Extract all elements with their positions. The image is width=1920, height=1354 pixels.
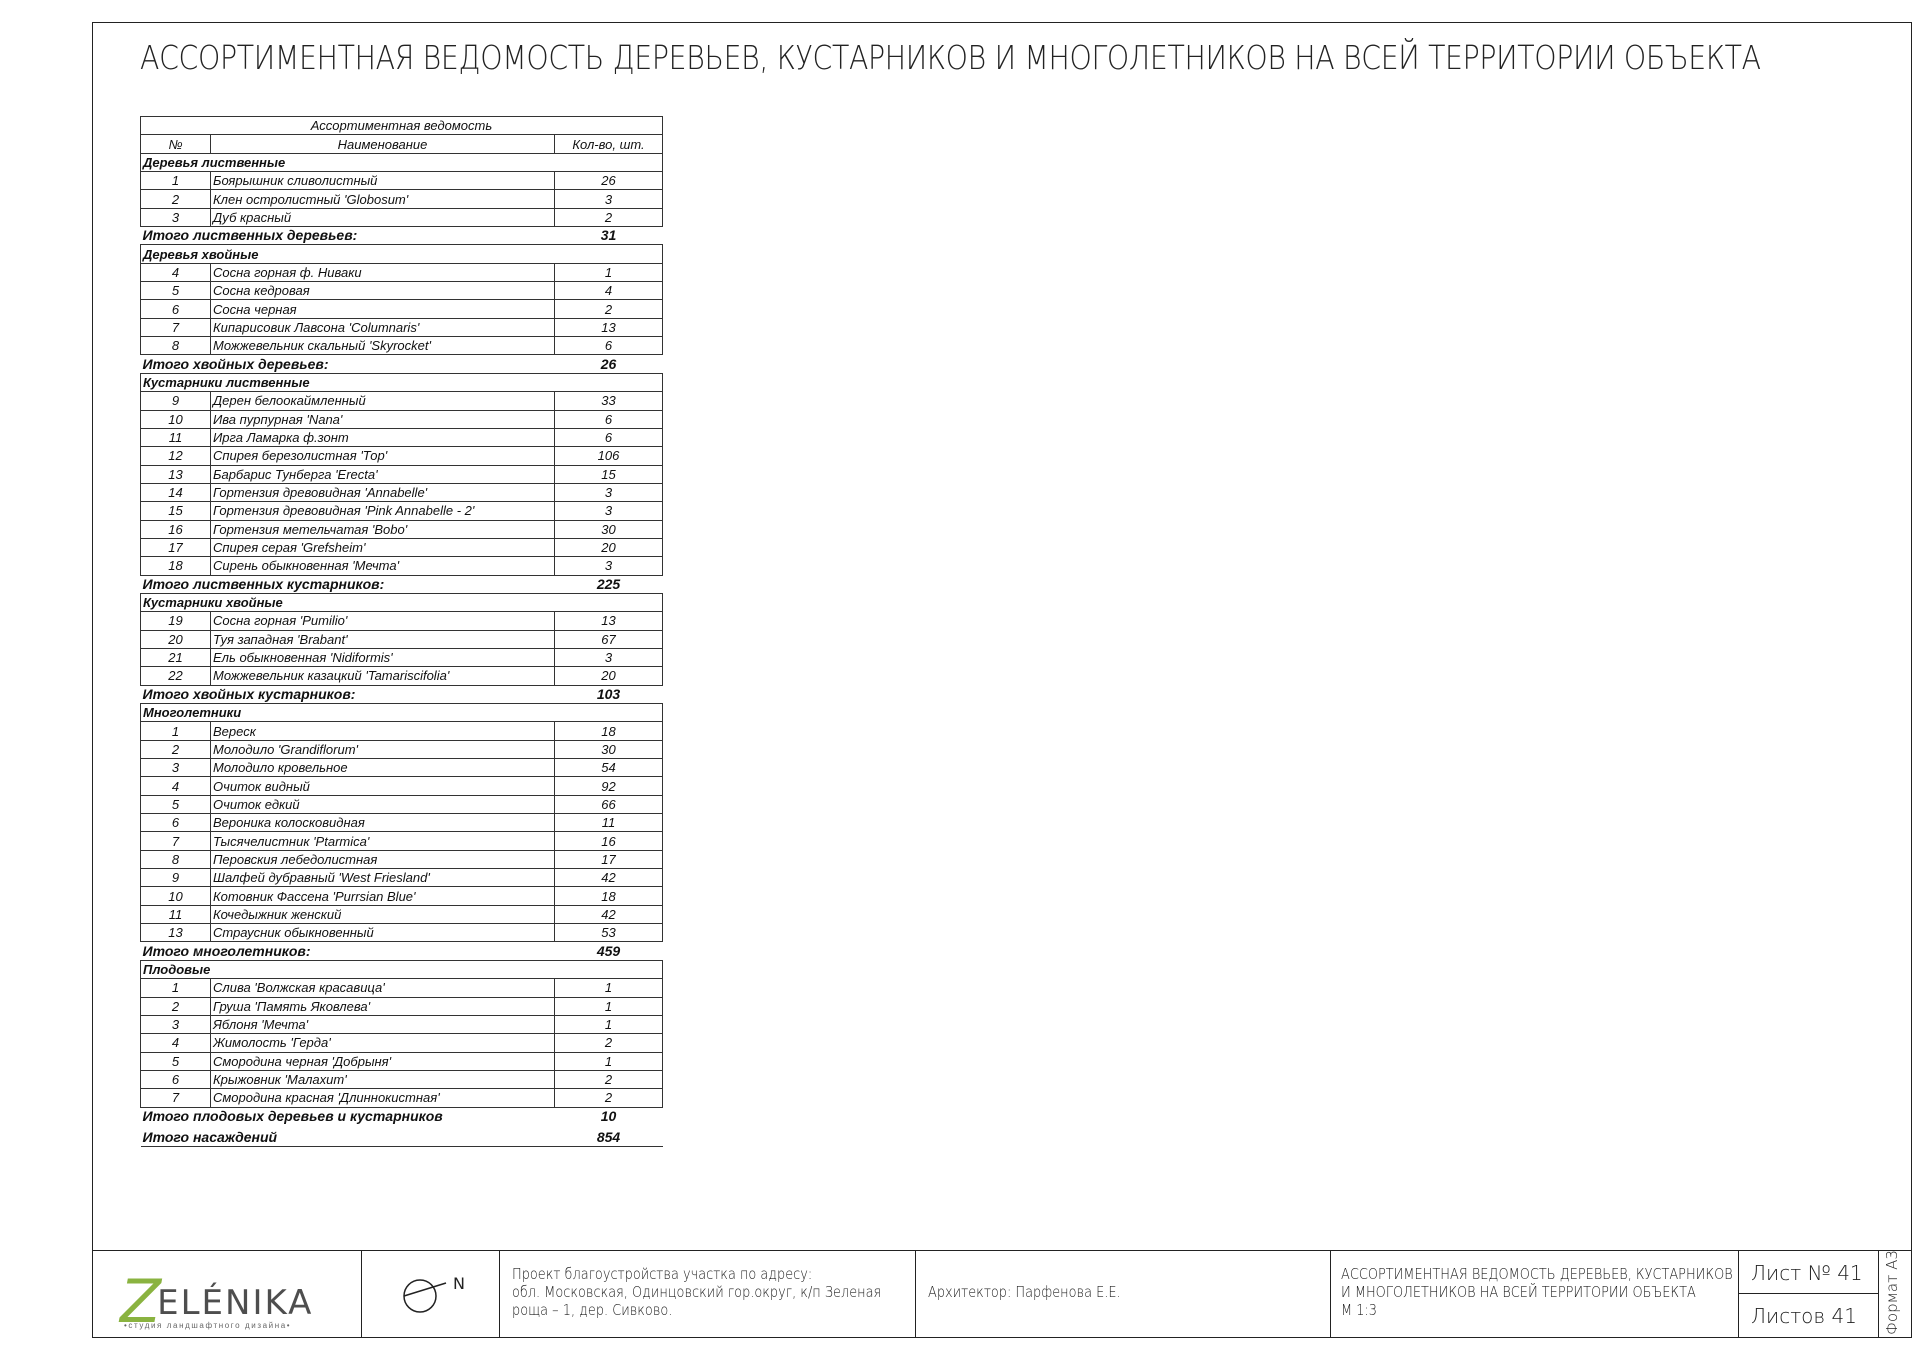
grand-total-label: Итого насаждений — [141, 1125, 555, 1147]
row-qty: 6 — [555, 428, 663, 446]
group-row — [141, 373, 663, 391]
row-num: 22 — [141, 667, 211, 685]
table-caption: Ассортиментная ведомость — [141, 117, 663, 135]
row-name: Вероника колосковидная — [211, 814, 555, 832]
row-qty: 6 — [555, 410, 663, 428]
row-qty: 33 — [555, 392, 663, 410]
header-name: Наименование — [211, 135, 555, 153]
row-name: Сосна горная 'Pumilio' — [211, 612, 555, 630]
row-qty: 3 — [555, 190, 663, 208]
row-qty: 2 — [555, 208, 663, 226]
table-row — [141, 630, 663, 648]
row-name: Ива пурпурная 'Nana' — [211, 410, 555, 428]
group-title: Деревья хвойные — [141, 245, 663, 263]
table-row — [141, 263, 663, 281]
total-value: 103 — [596, 685, 621, 702]
logo — [120, 1259, 314, 1337]
row-name: Смородина красная 'Длиннокистная' — [211, 1089, 555, 1107]
total-value: 31 — [600, 227, 617, 244]
row-num: 5 — [141, 795, 211, 813]
table-row — [141, 667, 663, 685]
group-title: Плодовые — [141, 960, 663, 978]
group-title: Кустарники хвойные — [141, 593, 663, 611]
row-name: Можжевельник казацкий 'Tamariscifolia' — [211, 667, 555, 685]
row-qty: 67 — [555, 630, 663, 648]
row-num: 11 — [141, 428, 211, 446]
row-name: Туя западная 'Brabant' — [211, 630, 555, 648]
table-row — [141, 832, 663, 850]
row-name: Вереск — [211, 722, 555, 740]
table-row — [141, 997, 663, 1015]
row-num: 1 — [141, 979, 211, 997]
grand-total-value: 854 — [555, 1125, 663, 1147]
row-name: Тысячелистник 'Ptarmica' — [211, 832, 555, 850]
table-row — [141, 282, 663, 300]
table-row — [141, 483, 663, 501]
total-label: Итого хвойных деревьев: — [142, 355, 329, 372]
total-row — [141, 575, 663, 593]
address-line: обл. Московская, Одинцовский гор.округ, к/п Зеленая — [512, 1283, 882, 1301]
architect-cell — [916, 1251, 1331, 1337]
total-value: 10 — [600, 1107, 617, 1124]
sheet-number-cell — [1739, 1251, 1879, 1337]
total-row — [141, 355, 663, 373]
row-qty: 1 — [555, 263, 663, 281]
row-qty: 42 — [555, 869, 663, 887]
row-num: 3 — [141, 759, 211, 777]
row-qty: 15 — [555, 465, 663, 483]
paper-format: Формат А3 — [1883, 1250, 1901, 1335]
table-row — [141, 850, 663, 868]
sheet-number: Лист № 41 — [1751, 1261, 1863, 1285]
table-row — [141, 1052, 663, 1070]
table-row — [141, 1070, 663, 1088]
table-row — [141, 887, 663, 905]
row-name: Жимолость 'Герда' — [211, 1034, 555, 1052]
project-address — [512, 1265, 881, 1319]
row-qty: 13 — [555, 318, 663, 336]
row-num: 1 — [141, 172, 211, 190]
title-block — [92, 1250, 1912, 1338]
group-row — [141, 593, 663, 611]
row-name: Груша 'Память Яковлева' — [211, 997, 555, 1015]
assortment-table — [140, 116, 663, 1147]
row-num: 4 — [141, 263, 211, 281]
row-num: 4 — [141, 777, 211, 795]
row-name: Молодило кровельное — [211, 759, 555, 777]
row-num: 9 — [141, 869, 211, 887]
row-name: Очиток едкий — [211, 795, 555, 813]
group-row — [141, 704, 663, 722]
row-num: 7 — [141, 318, 211, 336]
row-name: Яблоня 'Мечта' — [211, 1015, 555, 1033]
row-qty: 1 — [555, 1052, 663, 1070]
row-name: Спирея березолистная 'Тор' — [211, 447, 555, 465]
table-row — [141, 428, 663, 446]
total-row — [141, 685, 663, 703]
row-qty: 20 — [555, 538, 663, 556]
total-value: 225 — [596, 575, 621, 592]
sheet-title — [1341, 1265, 1733, 1319]
row-qty: 2 — [555, 300, 663, 318]
row-num: 18 — [141, 557, 211, 575]
row-num: 10 — [141, 887, 211, 905]
row-name: Гортензия метельчатая 'Bobo' — [211, 520, 555, 538]
row-num: 16 — [141, 520, 211, 538]
row-num: 13 — [141, 465, 211, 483]
row-name: Кипарисовик Лавсона 'Columnaris' — [211, 318, 555, 336]
row-name: Гортензия древовидная 'Pink Annabelle - 2' — [211, 502, 555, 520]
north-arrow-icon — [398, 1269, 478, 1319]
table-row — [141, 318, 663, 336]
row-num: 7 — [141, 1089, 211, 1107]
row-qty: 17 — [555, 850, 663, 868]
total-label: Итого лиственных деревьев: — [142, 227, 358, 244]
row-num: 8 — [141, 337, 211, 355]
row-name: Крыжовник 'Малахит' — [211, 1070, 555, 1088]
row-num: 4 — [141, 1034, 211, 1052]
row-name: Дуб красный — [211, 208, 555, 226]
row-name: Сосна черная — [211, 300, 555, 318]
row-name: Страусник обыкновенный — [211, 924, 555, 942]
row-num: 14 — [141, 483, 211, 501]
table-row — [141, 300, 663, 318]
row-num: 3 — [141, 1015, 211, 1033]
row-qty: 53 — [555, 924, 663, 942]
table-row — [141, 1015, 663, 1033]
total-value: 459 — [596, 942, 621, 959]
table-row — [141, 905, 663, 923]
row-num: 3 — [141, 208, 211, 226]
row-num: 17 — [141, 538, 211, 556]
row-qty: 18 — [555, 887, 663, 905]
table-row — [141, 557, 663, 575]
row-num: 2 — [141, 740, 211, 758]
row-num: 13 — [141, 924, 211, 942]
row-qty: 3 — [555, 502, 663, 520]
table-row — [141, 979, 663, 997]
header-num: № — [141, 135, 211, 153]
row-qty: 3 — [555, 648, 663, 666]
table-row — [141, 648, 663, 666]
logo-cell — [92, 1251, 362, 1337]
row-num: 9 — [141, 392, 211, 410]
sheet-title-line: АССОРТИМЕНТНАЯ ВЕДОМОСТЬ ДЕРЕВЬЕВ, КУСТАРНИКОВ — [1341, 1265, 1733, 1283]
table-row — [141, 465, 663, 483]
row-qty: 1 — [555, 1015, 663, 1033]
row-num: 6 — [141, 300, 211, 318]
north-arrow-cell — [362, 1251, 500, 1337]
address-line: Проект благоустройства участка по адресу: — [512, 1265, 813, 1283]
table-row — [141, 502, 663, 520]
row-qty: 16 — [555, 832, 663, 850]
row-qty: 42 — [555, 905, 663, 923]
row-name: Слива 'Волжская красавица' — [211, 979, 555, 997]
row-name: Молодило 'Grandiflorum' — [211, 740, 555, 758]
row-num: 5 — [141, 1052, 211, 1070]
row-name: Очиток видный — [211, 777, 555, 795]
row-num: 5 — [141, 282, 211, 300]
row-qty: 92 — [555, 777, 663, 795]
row-num: 21 — [141, 648, 211, 666]
row-name: Кочедыжник женский — [211, 905, 555, 923]
row-name: Спирея серая 'Grefsheim' — [211, 538, 555, 556]
table-row — [141, 392, 663, 410]
sheets-total: Листов 41 — [1751, 1304, 1857, 1328]
row-qty: 3 — [555, 557, 663, 575]
row-qty: 1 — [555, 979, 663, 997]
row-name: Боярышник сливолистный — [211, 172, 555, 190]
row-num: 1 — [141, 722, 211, 740]
row-num: 11 — [141, 905, 211, 923]
row-qty: 2 — [555, 1089, 663, 1107]
row-qty: 11 — [555, 814, 663, 832]
row-num: 19 — [141, 612, 211, 630]
row-name: Можжевельник скальный 'Skyrocket' — [211, 337, 555, 355]
row-qty: 26 — [555, 172, 663, 190]
row-name: Перовския лебедолистная — [211, 850, 555, 868]
table-row — [141, 190, 663, 208]
row-qty: 106 — [555, 447, 663, 465]
page-title: АССОРТИМЕНТНАЯ ВЕДОМОСТЬ ДЕРЕВЬЕВ, КУСТАРНИКОВ И МНОГОЛЕТНИКОВ НА ВСЕЙ ТЕРРИТОРИИ ОБЪЕКТА — [140, 38, 1761, 77]
total-row — [141, 227, 663, 245]
table-row — [141, 777, 663, 795]
sheet-title-cell — [1331, 1251, 1739, 1337]
row-name: Ирга Ламарка ф.зонт — [211, 428, 555, 446]
row-num: 6 — [141, 814, 211, 832]
table-row — [141, 1089, 663, 1107]
row-qty: 30 — [555, 520, 663, 538]
row-name: Гортензия древовидная 'Annabelle' — [211, 483, 555, 501]
row-qty: 30 — [555, 740, 663, 758]
row-qty: 66 — [555, 795, 663, 813]
row-num: 12 — [141, 447, 211, 465]
table-row — [141, 924, 663, 942]
row-qty: 3 — [555, 483, 663, 501]
row-num: 15 — [141, 502, 211, 520]
logo-letter: Z — [120, 1267, 164, 1337]
table-row — [141, 869, 663, 887]
row-name: Сирень обыкновенная 'Мечта' — [211, 557, 555, 575]
row-qty: 2 — [555, 1070, 663, 1088]
address-cell — [500, 1251, 916, 1337]
format-cell — [1879, 1251, 1910, 1337]
architect-name: Архитектор: Парфенова Е.Е. — [928, 1283, 1121, 1301]
row-num: 6 — [141, 1070, 211, 1088]
group-title: Деревья лиственные — [141, 153, 663, 171]
table-row — [141, 795, 663, 813]
total-row — [141, 942, 663, 960]
total-label: Итого плодовых деревьев и кустарников — [142, 1107, 443, 1124]
address-line: роща – 1, дер. Сивково. — [512, 1301, 673, 1319]
row-qty: 54 — [555, 759, 663, 777]
group-title: Кустарники лиственные — [141, 373, 663, 391]
row-num: 7 — [141, 832, 211, 850]
table-row — [141, 208, 663, 226]
total-label: Итого хвойных кустарников: — [142, 685, 356, 702]
row-name: Барбарис Тунберга 'Erecta' — [211, 465, 555, 483]
group-row — [141, 245, 663, 263]
table-row — [141, 410, 663, 428]
table-row — [141, 1034, 663, 1052]
row-qty: 6 — [555, 337, 663, 355]
grand-total-row — [141, 1125, 663, 1147]
table-row — [141, 612, 663, 630]
total-label: Итого многолетников: — [142, 942, 311, 959]
row-name: Шалфей дубравный 'West Friesland' — [211, 869, 555, 887]
row-num: 2 — [141, 997, 211, 1015]
row-qty: 13 — [555, 612, 663, 630]
total-label: Итого лиственных кустарников: — [142, 575, 385, 592]
header-qty: Кол-во, шт. — [555, 135, 663, 153]
logo-text: ELÉNIKA — [157, 1283, 314, 1323]
table-row — [141, 740, 663, 758]
group-row — [141, 153, 663, 171]
row-num: 10 — [141, 410, 211, 428]
table-row — [141, 447, 663, 465]
table-row — [141, 337, 663, 355]
row-name: Ель обыкновенная 'Nidiformis' — [211, 648, 555, 666]
row-num: 8 — [141, 850, 211, 868]
logo-subtitle: •студия ландшафтного дизайна• — [124, 1321, 292, 1330]
row-qty: 18 — [555, 722, 663, 740]
row-name: Сосна горная ф. Ниваки — [211, 263, 555, 281]
row-num: 2 — [141, 190, 211, 208]
row-qty: 4 — [555, 282, 663, 300]
row-qty: 20 — [555, 667, 663, 685]
sheet-title-line: И МНОГОЛЕТНИКОВ НА ВСЕЙ ТЕРРИТОРИИ ОБЪЕКТА — [1341, 1283, 1696, 1301]
group-row — [141, 960, 663, 978]
table-row — [141, 814, 663, 832]
table-row — [141, 172, 663, 190]
table-row — [141, 722, 663, 740]
table-row — [141, 538, 663, 556]
row-num: 20 — [141, 630, 211, 648]
row-name: Сосна кедровая — [211, 282, 555, 300]
row-qty: 1 — [555, 997, 663, 1015]
row-name: Клен остролистный 'Globosum' — [211, 190, 555, 208]
row-name: Дерен белоокаймленный — [211, 392, 555, 410]
total-row — [141, 1107, 663, 1125]
table-body — [141, 153, 663, 1147]
row-qty: 2 — [555, 1034, 663, 1052]
row-name: Котовник Фассена 'Purrsian Blue' — [211, 887, 555, 905]
total-value: 26 — [600, 355, 617, 372]
row-name: Смородина черная 'Добрыня' — [211, 1052, 555, 1070]
north-label: N — [453, 1274, 465, 1293]
group-title: Многолетники — [141, 704, 663, 722]
table-row — [141, 759, 663, 777]
table-row — [141, 520, 663, 538]
sheet-scale: М 1:3 — [1341, 1301, 1377, 1319]
